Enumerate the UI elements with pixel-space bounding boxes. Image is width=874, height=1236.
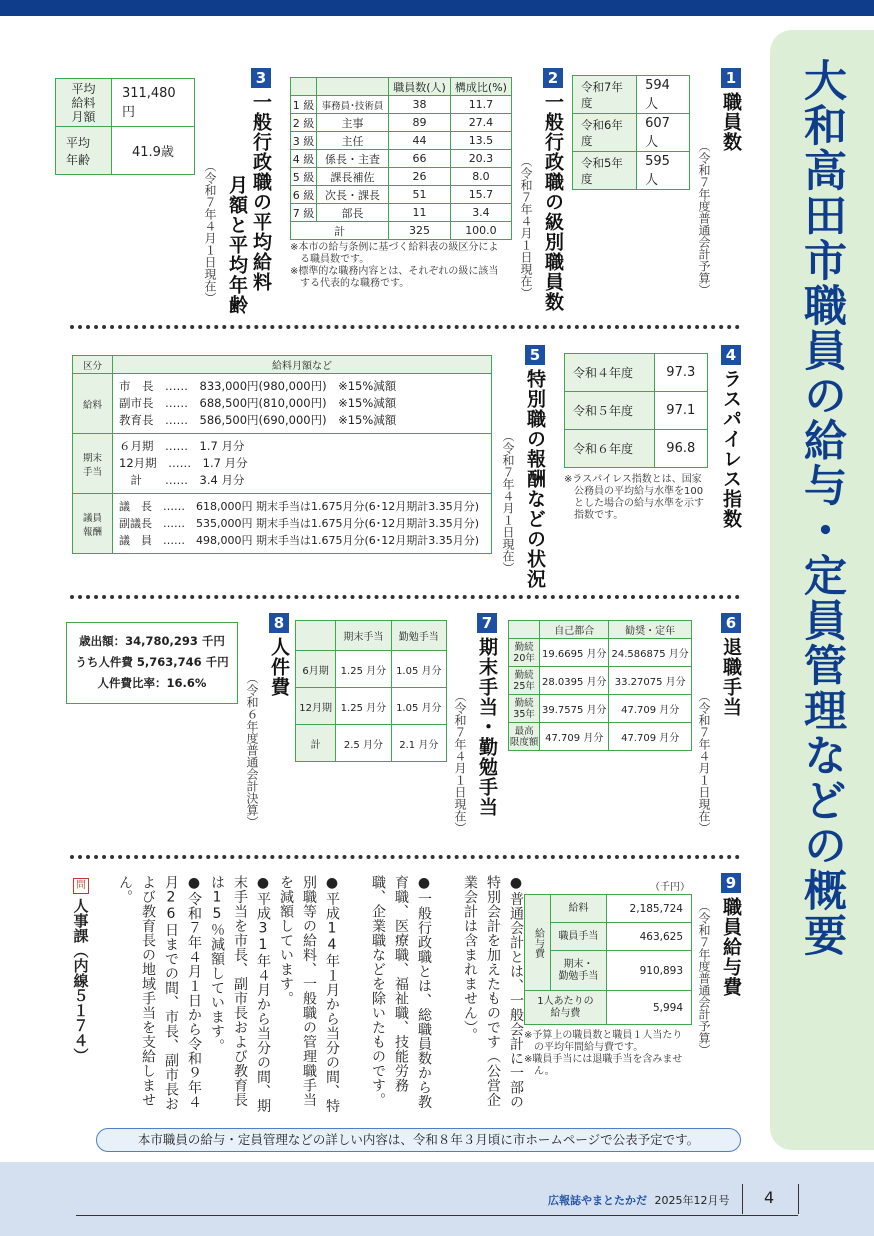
s5-title	[522, 345, 549, 589]
s3-title-line2: 月額と平均年齢	[226, 175, 248, 315]
footer-rule	[76, 1215, 798, 1216]
s2-note: ※標準的な職務内容とは、それぞれの級に該当	[290, 266, 499, 277]
s5-row: 市 長 …… 833,000円(980,000円) ※15%減額	[119, 379, 397, 393]
s5-header: 区分	[73, 356, 113, 374]
s2-duty: 課長補佐	[316, 168, 388, 186]
s2-grade: 1 級	[291, 96, 317, 114]
s7-value: 1.05 月分	[391, 688, 446, 725]
s4-title	[718, 345, 745, 529]
s2-duty: 部長	[316, 204, 388, 222]
s2-notes	[290, 242, 516, 290]
s5-row: 副市長 …… 688,500円(810,000円) ※15%減額	[119, 396, 397, 410]
s7-value: 1.25 月分	[336, 651, 391, 688]
s6-value: 47.709 月分	[609, 695, 692, 723]
s2-table	[290, 77, 512, 240]
s8-line: うち人件費 5,763,746 千円	[75, 655, 229, 669]
footer-separator	[742, 1184, 743, 1214]
s8-title	[266, 613, 293, 697]
s6-label-line: 勤続	[514, 669, 534, 681]
s6-label	[509, 667, 540, 695]
s8-box	[66, 622, 238, 704]
s2-count: 38	[389, 96, 451, 114]
footer-band	[0, 1162, 874, 1236]
s6-value: 47.709 月分	[540, 723, 609, 751]
s5-group-label-line: 期末	[82, 452, 102, 464]
s9-title	[718, 873, 745, 997]
body-paragraph-4: ●平成31年４月から当分の間、期末手当を市長、副市長および教育長は15％減額しています。	[209, 875, 271, 1113]
s2-grade: 5 級	[291, 168, 317, 186]
s6-value: 47.709 月分	[609, 723, 692, 751]
s6-label-line: 25年	[513, 680, 535, 692]
s7-subtitle: （令和７年４月１日現在）	[453, 690, 467, 834]
s2-ratio: 3.4	[450, 204, 511, 222]
s3-number: 3	[252, 68, 270, 88]
s5-title-text: 特別職の報酬などの状況	[524, 369, 546, 589]
s7-header: 勤勉手当	[391, 621, 446, 651]
s9-number: 9	[722, 873, 740, 893]
s6-value: 39.7575 月分	[540, 695, 609, 723]
s7-title	[474, 613, 501, 817]
s6-label-line: 勤続	[514, 697, 534, 709]
s2-ratio: 15.7	[450, 186, 511, 204]
s2-count: 44	[389, 132, 451, 150]
inquiry-icon: 問	[73, 878, 89, 894]
s2-total-ratio: 100.0	[450, 222, 511, 240]
body-paragraph-3: ●平成14年１月から当分の間、特別職等の給料、一般職の管理職手当を減額しています。	[278, 875, 340, 1113]
s6-label-line: 最高	[514, 725, 534, 737]
s9-notes	[524, 1030, 696, 1078]
contact	[70, 878, 92, 1063]
s3-title-2	[224, 175, 251, 315]
s5-group-label	[73, 434, 113, 494]
s9-value: 463,625	[606, 923, 691, 951]
body-paragraph-2: ●一般行政職とは、総職員数から教育職、医療職、福祉職、技能労務職、企業職などを除いたものです。	[370, 875, 432, 1109]
s1-subtitle: （令和７年度普通会計予算）	[697, 140, 711, 296]
s6-value: 33.27075 月分	[609, 667, 692, 695]
magazine-name: 広報誌やまとたかだ	[548, 1194, 647, 1207]
s1-table	[572, 75, 690, 190]
s7-header	[296, 621, 336, 651]
s5-row: 12月期 …… 1.7 月分	[119, 456, 248, 470]
s4-label: 令和５年度	[565, 392, 655, 430]
s6-value: 24.586875 月分	[609, 639, 692, 667]
s6-table	[508, 620, 692, 751]
top-bar	[0, 0, 874, 16]
s9-per-person-value: 5,994	[606, 991, 691, 1025]
s2-duty: 係長・主査	[316, 150, 388, 168]
s7-label: 計	[296, 725, 336, 762]
s2-title-text: 一般行政職の級別職員数	[542, 92, 564, 312]
s9-table	[524, 894, 692, 1025]
s2-subtitle: （令和７年４月１日現在）	[519, 155, 533, 299]
s6-label-line: 35年	[513, 708, 535, 720]
s9-label	[551, 951, 607, 991]
footer-magazine	[548, 1192, 730, 1208]
divider	[70, 855, 740, 859]
s5-group-label-line: 手当	[82, 466, 102, 478]
s9-note: ※予算上の職員数と職員１人当たり	[524, 1030, 683, 1041]
title-panel	[770, 30, 874, 1150]
s9-subtitle: （令和７年度普通会計予算）	[697, 900, 711, 1056]
s2-note: ※本市の給与条例に基づく給料表の級区分によ	[290, 242, 499, 253]
s4-number: 4	[722, 345, 740, 365]
s5-table	[72, 355, 492, 554]
s2-number: 2	[544, 68, 562, 88]
s9-label-line: 勤勉手当	[558, 970, 599, 982]
s2-header	[316, 78, 388, 96]
s2-ratio: 27.4	[450, 114, 511, 132]
s5-row: ６月期 …… 1.7 月分	[119, 439, 245, 453]
s6-label	[509, 639, 540, 667]
s5-subtitle: （令和７年４月１日現在）	[501, 430, 515, 574]
s5-row: 計 …… 3.4 月分	[119, 473, 245, 487]
footer-banner: 本市職員の給与・定員管理などの詳しい内容は、令和８年３月頃に市ホームページで公表予定です。	[96, 1128, 741, 1152]
s9-note: ※職員手当には退職手当を含みませ	[524, 1054, 683, 1065]
s9-label: 職員手当	[551, 923, 607, 951]
s2-duty: 次長・課長	[316, 186, 388, 204]
s2-count: 26	[389, 168, 451, 186]
s5-group-label-line: 報酬	[82, 526, 102, 538]
s2-ratio: 20.3	[450, 150, 511, 168]
s4-value: 97.3	[654, 354, 707, 392]
s2-count: 11	[389, 204, 451, 222]
s1-title	[718, 68, 745, 152]
s5-group-label	[73, 494, 113, 554]
s9-label: 給料	[551, 895, 607, 923]
s2-grade: 6 級	[291, 186, 317, 204]
s4-label: 令和６年度	[565, 430, 655, 468]
s3-label-line: 平均	[71, 81, 96, 96]
s1-title-text: 職員数	[720, 92, 742, 152]
divider	[70, 325, 740, 329]
s1-value: 595人	[637, 152, 690, 190]
s3-table	[55, 78, 195, 175]
s1-label: 令和5年度	[573, 152, 637, 190]
s8-number: 8	[270, 613, 288, 633]
s4-value: 97.1	[654, 392, 707, 430]
s5-row: 副議長 …… 535,000円 期末手当は1.675月分(6･12月期計3.35月分)	[119, 517, 480, 530]
s2-note: する代表的な職務です。	[300, 278, 410, 289]
s7-header: 期末手当	[336, 621, 391, 651]
s3-title	[248, 68, 275, 292]
s6-title	[718, 613, 745, 717]
s7-value: 2.5 月分	[336, 725, 391, 762]
s5-group-label: 給料	[73, 374, 113, 434]
s2-grade: 4 級	[291, 150, 317, 168]
s2-count: 89	[389, 114, 451, 132]
s1-value: 607人	[637, 114, 690, 152]
s2-header: 構成比(%)	[450, 78, 511, 96]
s4-value: 96.8	[654, 430, 707, 468]
s9-group-label: 給与費	[525, 895, 551, 991]
s2-count: 66	[389, 150, 451, 168]
s5-group-label-line: 議員	[82, 512, 102, 524]
s9-note: ん。	[534, 1066, 555, 1077]
s2-ratio: 11.7	[450, 96, 511, 114]
s2-duty: 主事	[316, 114, 388, 132]
s6-label	[509, 723, 540, 751]
page-number: 4	[764, 1188, 775, 1207]
s6-label-line: 限度額	[509, 736, 539, 748]
s3-label-line: 給料月額	[71, 95, 96, 124]
footer-separator-right	[798, 1184, 799, 1214]
s4-notes	[564, 474, 714, 522]
s2-grade: 7 級	[291, 204, 317, 222]
s9-label-line: 1人あたりの	[537, 995, 594, 1007]
s2-ratio: 8.0	[450, 168, 511, 186]
s9-label-line: 期末・	[563, 958, 594, 970]
s6-value: 28.0395 月分	[540, 667, 609, 695]
s7-value: 2.1 月分	[391, 725, 446, 762]
issue-date: 2025年12月号	[654, 1194, 730, 1207]
s4-note: 公務員の平均給与水準を100	[574, 486, 704, 497]
s4-note: 指数です。	[574, 510, 624, 521]
s4-title-text: ラスパイレス指数	[720, 369, 742, 529]
s2-grade: 2 級	[291, 114, 317, 132]
s9-value: 2,185,724	[606, 895, 691, 923]
s6-header: 勧奨・定年	[609, 621, 692, 639]
s1-label: 令和6年度	[573, 114, 637, 152]
s8-title-text: 人件費	[268, 637, 290, 697]
s2-total-label: 計	[291, 222, 389, 240]
s2-ratio: 13.5	[450, 132, 511, 150]
s3-label	[56, 79, 112, 127]
s4-note: とした場合の給与水準を示す	[574, 498, 704, 509]
s8-line: 人件費比率：16.6%	[97, 676, 207, 690]
s6-subtitle: （令和７年４月１日現在）	[697, 690, 711, 834]
s4-label: 令和４年度	[565, 354, 655, 392]
s2-total-count: 325	[389, 222, 451, 240]
s7-label: 6月期	[296, 651, 336, 688]
contact-text: 人事課（内線５１７４）	[71, 898, 90, 1063]
body-paragraph-1: ●普通会計とは、一般会計に一部の特別会計を加えたものです（公営企業会計は含まれません）。	[462, 875, 524, 1109]
s9-label-line: 給与費	[550, 1007, 581, 1019]
s9-title-text: 職員給与費	[720, 897, 742, 997]
s9-note: の平均年間給与費です。	[534, 1042, 644, 1053]
s9-per-person-label	[525, 991, 607, 1025]
s5-number: 5	[526, 345, 544, 365]
s3-subtitle: （令和７年４月１日現在）	[203, 160, 217, 304]
s2-title	[540, 68, 567, 312]
s5-row: 議 員 …… 498,000円 期末手当は1.675月分(6･12月期計3.35月分)	[119, 534, 480, 547]
page-title: 大和高田市職員の給与・定員管理などの概要	[797, 58, 847, 958]
s2-duty: 主任	[316, 132, 388, 150]
s1-value: 594人	[637, 76, 690, 114]
s4-table	[564, 353, 708, 468]
s6-header: 自己都合	[540, 621, 609, 639]
s2-note: る職員数です。	[300, 254, 370, 265]
s5-header: 給料月額など	[113, 356, 492, 374]
s6-value: 19.6695 月分	[540, 639, 609, 667]
s7-label: 12月期	[296, 688, 336, 725]
s3-value: 311,480円	[111, 79, 194, 127]
s6-header	[509, 621, 540, 639]
s4-note: ※ラスパイレス指数とは、国家	[564, 474, 702, 485]
s5-row: 教育長 …… 586,500円(690,000円) ※15%減額	[119, 413, 397, 427]
s5-row: 議 長 …… 618,000円 期末手当は1.675月分(6･12月期計3.35月分)	[119, 500, 480, 513]
s7-table	[295, 620, 447, 762]
s6-label-line: 20年	[513, 652, 535, 664]
s6-label-line: 勤続	[514, 641, 534, 653]
s2-count: 51	[389, 186, 451, 204]
s9-value: 910,893	[606, 951, 691, 991]
s3-title-line1: 一般行政職の平均給料	[250, 92, 272, 292]
s6-number: 6	[722, 613, 740, 633]
s3-value: 41.9歳	[111, 127, 194, 175]
s1-label: 令和7年度	[573, 76, 637, 114]
s2-header: 職員数(人)	[389, 78, 451, 96]
s7-value: 1.05 月分	[391, 651, 446, 688]
s6-label	[509, 695, 540, 723]
s9-unit: （千円）	[650, 882, 690, 893]
s7-title-text: 期末手当・勤勉手当	[476, 637, 498, 817]
s2-grade: 3 級	[291, 132, 317, 150]
s3-label: 平均年齢	[56, 127, 112, 175]
body-paragraph-5: ●令和７年４月１日から令和９年４月26日までの間、市長、副市長および教育長の地域手当を支給しません。	[117, 875, 202, 1111]
s6-title-text: 退職手当	[720, 637, 742, 717]
s2-duty: 事務員･技術員	[316, 96, 388, 114]
s7-value: 1.25 月分	[336, 688, 391, 725]
s1-number: 1	[722, 68, 740, 88]
s8-subtitle: （令和６年度普通会計決算）	[245, 672, 259, 828]
divider	[70, 595, 740, 599]
s7-number: 7	[478, 613, 496, 633]
s2-header	[291, 78, 317, 96]
s8-line: 歳出額：34,780,293 千円	[79, 634, 225, 648]
